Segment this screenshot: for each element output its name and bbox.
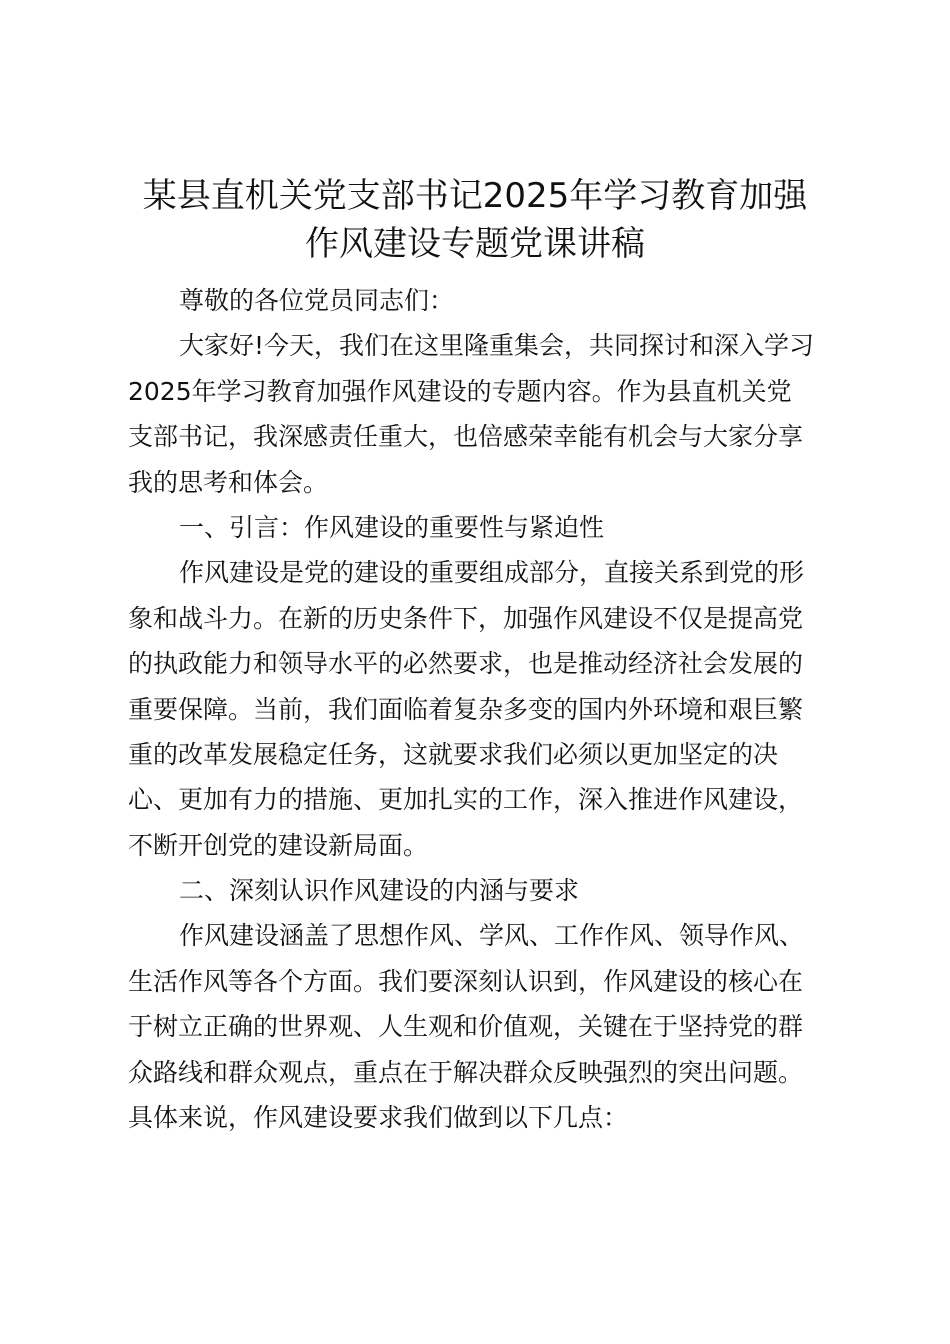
paragraph-line: 众路线和群众观点，重点在于解决群众反映强烈的突出问题。 (128, 1057, 804, 1087)
document-title-line-1: 某县直机关党支部书记2025年学习教育加强 (142, 176, 808, 216)
paragraph-line: 重的改革发展稳定任务，这就要求我们必须以更加坚定的决 (128, 739, 779, 769)
paragraph-line: 的执政能力和领导水平的必然要求，也是推动经济社会发展的 (128, 649, 804, 679)
section-heading-2: 二、深刻认识作风建设的内涵与要求 (179, 876, 580, 906)
paragraph-line: 具体来说，作风建设要求我们做到以下几点： (128, 1103, 629, 1133)
paragraph-line: 重要保障。当前，我们面临着复杂多变的国内外环境和艰巨繁 (128, 694, 804, 724)
paragraph-line: 象和战斗力。在新的历史条件下，加强作风建设不仅是提高党 (128, 603, 804, 633)
section-heading-1: 一、引言：作风建设的重要性与紧迫性 (179, 512, 605, 542)
paragraph-line: 2025年学习教育加强作风建设的专题内容。作为县直机关党 (128, 376, 792, 406)
document-title-line-2: 作风建设专题党课讲稿 (305, 224, 645, 264)
paragraph-line: 作风建设涵盖了思想作风、学风、工作作风、领导作风、 (179, 921, 805, 951)
paragraph-line: 生活作风等各个方面。我们要深刻认识到，作风建设的核心在 (128, 966, 804, 996)
paragraph-line: 于树立正确的世界观、人生观和价值观，关键在于坚持党的群 (128, 1012, 804, 1042)
paragraph-line: 大家好!今天，我们在这里隆重集会，共同探讨和深入学习 (179, 331, 815, 361)
paragraph-line: 不断开创党的建设新局面。 (128, 830, 429, 860)
paragraph-line: 作风建设是党的建设的重要组成部分，直接关系到党的形 (179, 558, 805, 588)
document-body (128, 278, 828, 1140)
paragraph-line: 心、更加有力的措施、更加扎实的工作，深入推进作风建设， (128, 785, 804, 815)
paragraph-line: 支部书记，我深感责任重大，也倍感荣幸能有机会与大家分享 (128, 422, 804, 452)
salutation: 尊敬的各位党员同志们： (179, 286, 455, 315)
paragraph-line: 我的思考和体会。 (128, 467, 329, 497)
